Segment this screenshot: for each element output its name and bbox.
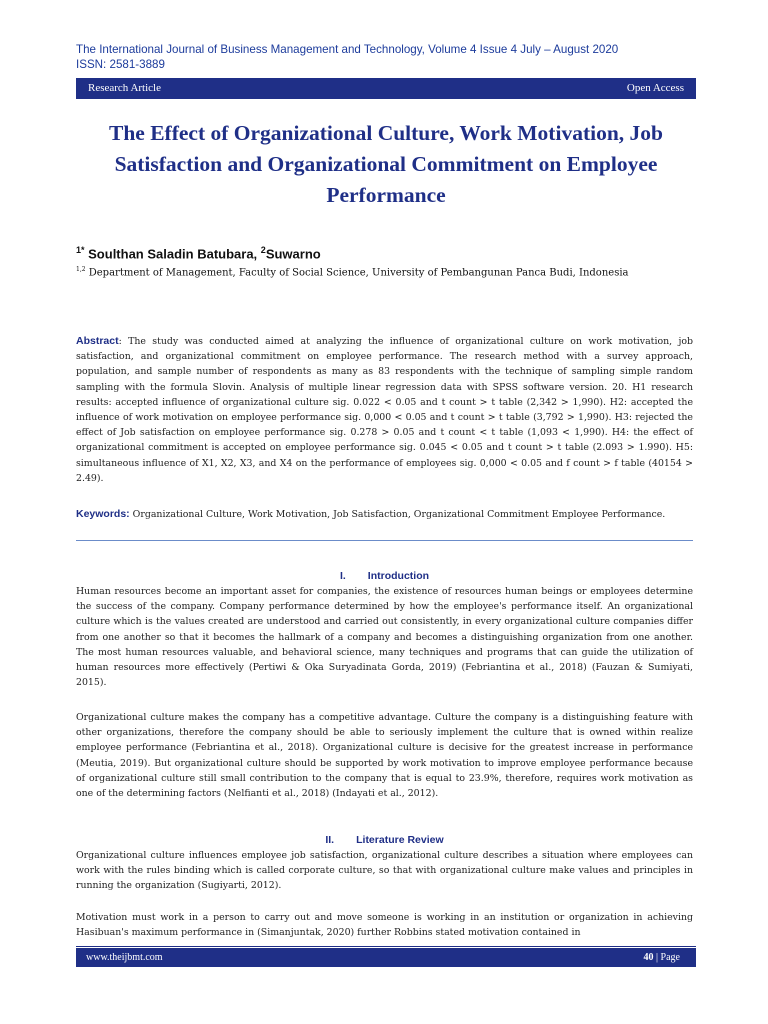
author-2-name: Suwarno [265, 246, 321, 262]
keywords-text: Organizational Culture, Work Motivation, Job Satisfaction, Organizational Commitment Employee Performance. [129, 509, 666, 520]
abstract [76, 334, 693, 486]
article-type-banner [76, 78, 696, 99]
abstract-label: Abstract [76, 335, 119, 347]
author-affiliation [76, 263, 696, 280]
author-1-name: Soulthan Saladin Batubara, [88, 246, 258, 262]
section-heading-introduction [76, 569, 693, 583]
abstract-text: : The study was conducted aimed at analyzing the influence of organizational culture on work motivation, job satisfaction, and organizational commitment on employee performance. The research method with a survey approach, population, and sample number of respondents as many as 83 respondents with the technique of sampling simple random sampling with the formula Slovin. Analysis of multiple linear regression data with SPSS software version. 20. H1 research results: accepted influence of organizational culture sig. 0.022 < 0.05 and t count > t table (2,342 > 1,990). H2: accepted the influence of work motivation on employee performance sig. 0,000 < 0.05 and t count > t table (3,792 > 1,990). H3: rejected the effect of Job satisfaction on employee performance sig. 0.278 > 0.05 and t count < t table (1,093 < 1,990). H4: the effect of organizational commitment is accepted on employee performance sig. 0.045 < 0.05 and t count > t table (2.093 > 1.990). H5: simultaneous influence of X1, X2, X3, and X4 on the performance of employees sig. 0,000 < 0.05 and f count > f table (40154 > 2.49). [76, 336, 693, 484]
section-number: II. [325, 834, 335, 846]
journal-website-link[interactable]: www.theijbmt.com [86, 952, 163, 963]
intro-paragraph-1: Human resources become an important asset for companies, the existence of resources human beings or employees determine the success of the company. Company performance determined by how the employee's performance itself. An organizational culture which is the values created are understood and carried out consistently, in every organizational culture companies differ from one another so that it becomes the hallmark of a company and becomes a distinguishing organization from one another. The most human resources valuable, and behavioral science, many techniques and programs that can guide the utilization of human resources more effectively (Pertiwi & Oka Suryadinata Gorda, 2019) (Febriantina et al., 2018) (Fauzan & Sumiyati, 2015). [76, 586, 693, 689]
keywords-label: Keywords: [76, 508, 130, 520]
author-1-marker: 1* [76, 245, 85, 255]
section-title: Literature Review [356, 834, 444, 846]
intro-paragraph-2: Organizational culture makes the company has a competitive advantage. Culture the company is a distinguishing feature with other organizations, therefore the company should be able to seriously implement the culture that is owned within realize employee performance (Febriantina et al., 2018). Organizational culture is decisive for the greatest increase in performance (Meutia, 2019). But organizational culture should be supported by work motivation to improve employee performance because of organizational culture still small contribution to the company that is equal to 23.9%, therefore, requires work motivation as one of the determining factors (Nelfianti et al., 2018) (Indayati et al., 2012). [76, 712, 693, 800]
affiliation-marker: 1,2 [76, 266, 86, 273]
journal-citation: The International Journal of Business Management and Technology, Volume 4 Issue 4 July – August 2020 [76, 43, 619, 56]
page-footer [76, 948, 696, 967]
page-label: | Page [653, 952, 680, 963]
journal-issn: ISSN: 2581-3889 [76, 58, 165, 71]
article-type-label: Research Article [88, 82, 161, 94]
review-paragraph-1: Organizational culture influences employee job satisfaction, organizational culture describes a situation where employees can work with the rules binding which is called corporate culture, so that with organizational culture make values and principles in running the organization (Sugiyarti, 2012). [76, 850, 693, 892]
section-number: I. [339, 570, 346, 582]
access-type-label: Open Access [626, 82, 684, 94]
page-indicator [644, 948, 680, 967]
footer-divider [76, 946, 696, 947]
page-number: 40 [643, 952, 654, 963]
author-2-marker: 2 [260, 245, 266, 255]
review-paragraph-2: Motivation must work in a person to carry out and move someone is working in an institution or organization in achieving Hasibuan's maximum performance in (Simanjuntak, 2020) further Robbins stated motivation contained in [76, 912, 693, 939]
keywords [76, 507, 693, 522]
section-title: Introduction [367, 570, 430, 582]
affiliation-text: Department of Management, Faculty of Social Science, University of Pembangunan Panca Budi, Indonesia [88, 267, 629, 279]
paper-title: The Effect of Organizational Culture, Work Motivation, Job Satisfaction and Organizational Commitment on Employee Performance [108, 121, 663, 207]
author-list [76, 241, 696, 263]
section-heading-literature-review [76, 833, 693, 847]
abstract-divider [76, 540, 693, 541]
journal-header [76, 42, 696, 72]
